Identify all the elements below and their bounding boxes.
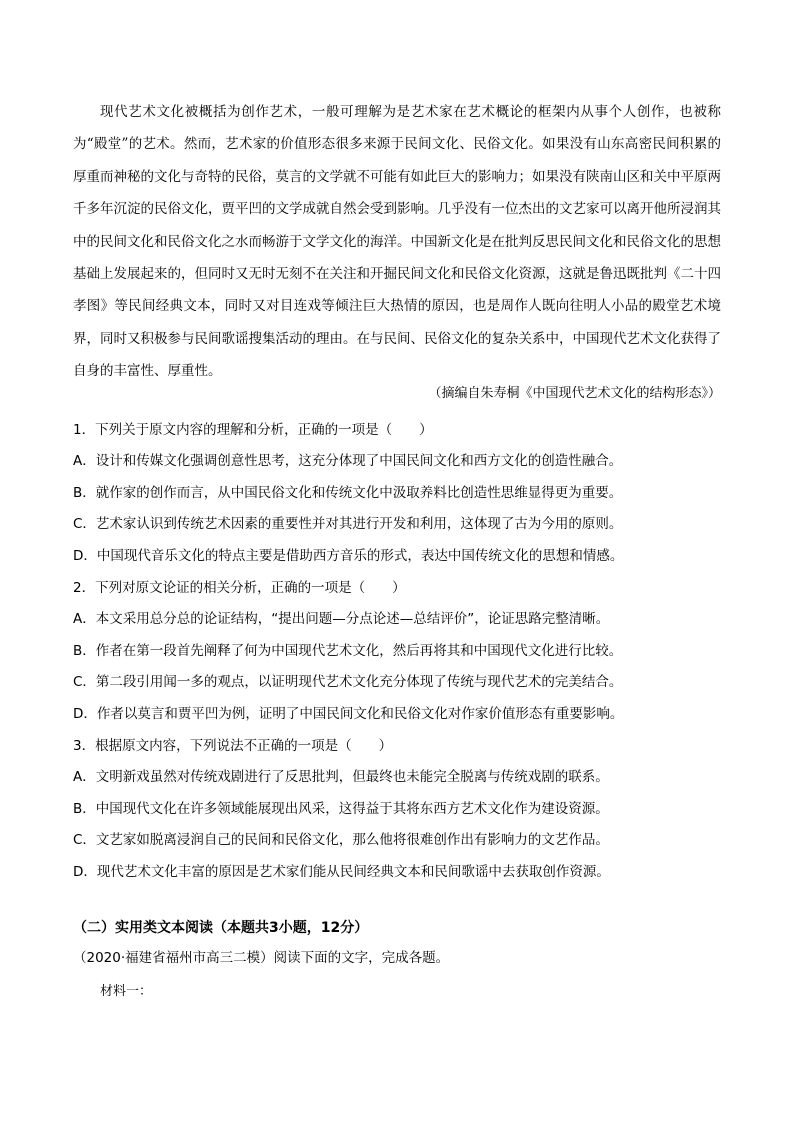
question-3-stem: 3．根据原文内容，下列说法不正确的一项是（ ）	[73, 738, 393, 754]
question-3-option-a: A．文明新戏虽然对传统戏剧进行了反思批判，但最终也未能完全脱离与传统戏剧的联系。	[73, 769, 609, 785]
question-2-stem: 2．下列对原文论证的相关分析，正确的一项是（ ）	[73, 580, 406, 596]
question-1-option-b: B．就作家的创作而言，从中国民俗文化和传统文化中汲取养料比创造性思维显得更为重要。	[73, 485, 623, 501]
section-intro: （2020·福建省福州市高三二模）阅读下面的文字，完成各题。	[73, 950, 450, 966]
reading-passage	[73, 96, 721, 388]
question-3-option-b: B．中国现代文化在许多领域能展现出风采，这得益于其将东西方艺术文化作为建设资源。	[73, 801, 609, 817]
question-2-option-b: B．作者在第一段首先阐释了何为中国现代艺术文化，然后再将其和中国现代文化进行比较。	[73, 643, 623, 659]
question-1-stem: 1．下列关于原文内容的理解和分析，正确的一项是（ ）	[73, 422, 433, 438]
question-3-option-c: C．文艺家如脱离浸润自己的民间和民俗文化，那么他将很难创作出有影响力的文艺作品。	[73, 832, 609, 848]
question-1-option-a: A．设计和传媒文化强调创意性思考，这充分体现了中国民间文化和西方文化的创造性融合。	[73, 453, 623, 469]
passage-paragraph: 现代艺术文化被概括为创作艺术，一般可理解为是艺术家在艺术概论的框架内从事个人创作，也被称为“殿堂”的艺术。然而，艺术家的价值形态很多来源于民间文化、民俗文化。如果没有山东高密民间积累的厚重而神秘的文化与奇特的民俗，莫言的文学就不可能有如此巨大的影响力；如果没有陕南山区和关中平原两千多年沉淀的民俗文化，贾平凹的文学成就自然会受到影响。几乎没有一位杰出的文艺家可以离开他所浸润其中的民间文化和民俗文化之水而畅游于文学文化的海洋。中国新文化是在批判反思民间文化和民俗文化的思想基础上发展起来的，但同时又无时无刻不在关注和开掘民间文化和民俗文化资源，这就是鲁迅既批判《二十四孝图》等民间经典文本，同时又对目连戏等倾注巨大热情的原因，也是周作人既向往明人小品的殿堂艺术境界，同时又积极参与民间歌谣搜集活动的理由。在与民间、民俗文化的复杂关系中，中国现代艺术文化获得了自身的丰富性、厚重性。	[73, 104, 721, 380]
section-heading: （二）实用类文本阅读（本题共3小题，12分）	[73, 920, 369, 936]
question-1-option-d: D．中国现代音乐文化的特点主要是借助西方音乐的形式，表达中国传统文化的思想和情感。	[73, 548, 624, 564]
question-2-option-a: A．本文采用总分总的论证结构，“提出问题—分点论述—总结评价”，论证思路完整清晰。	[73, 611, 610, 627]
question-2-option-c: C．第二段引用闻一多的观点，以证明现代艺术文化充分体现了传统与现代艺术的完美结合。	[73, 674, 623, 690]
passage-source: （摘编自朱寿桐《中国现代艺术文化的结构形态》）	[428, 386, 721, 401]
question-1-option-c: C．艺术家认识到传统艺术因素的重要性并对其进行开发和利用，这体现了古为今用的原则。	[73, 516, 623, 532]
question-2-option-d: D．作者以莫言和贾平凹为例，证明了中国民间文化和民俗文化对作家价值形态有重要影响。	[73, 706, 624, 722]
question-3-option-d: D．现代艺术文化丰富的原因是艺术家们能从民间经典文本和民间歌谣中去获取创作资源。	[73, 864, 610, 880]
material-label: 材料一：	[100, 984, 153, 999]
